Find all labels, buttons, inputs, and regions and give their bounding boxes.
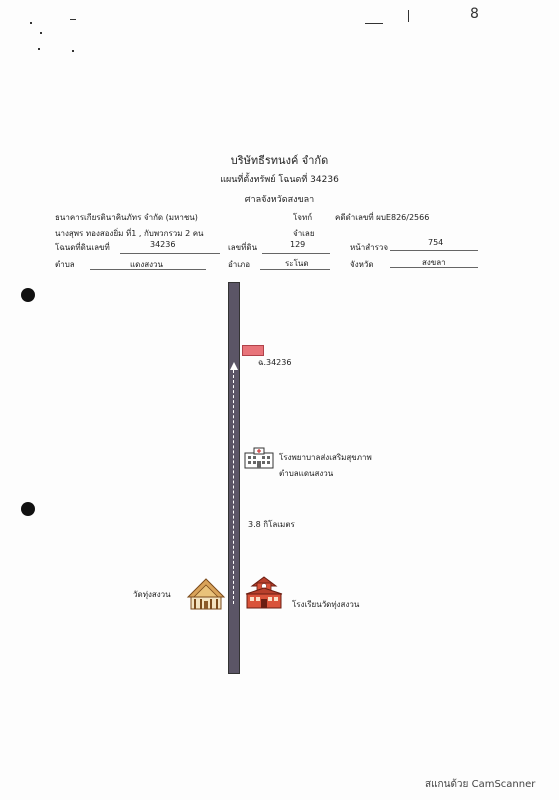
survey-page-underline	[390, 250, 478, 251]
land-parcel-marker	[242, 345, 264, 356]
scan-speck	[72, 50, 74, 52]
plaintiff-name: ธนาคารเกียรตินาคินภัทร จำกัด (มหาชน)	[55, 213, 198, 222]
land-no-label: เลขที่ดิน	[228, 243, 258, 252]
defendant-name: นางสุพร ทองสองยิ่ม ที่1 , กับพวกรวม 2 คน	[55, 229, 204, 238]
punch-hole	[21, 288, 35, 302]
subdistrict-underline	[90, 269, 206, 270]
map-title: แผนที่ตั้งทรัพย์ โฉนดที่ 34236	[220, 175, 339, 185]
route-line	[233, 370, 234, 604]
survey-page-label: หน้าสำรวจ	[350, 243, 389, 252]
scan-speck	[365, 23, 383, 24]
deed-no-value: 34236	[150, 240, 176, 249]
scanner-watermark: สแกนด้วย CamScanner	[425, 779, 536, 790]
hospital-label-line2: ตำบลแดนสงวน	[279, 469, 334, 478]
subdistrict-label: ตำบล	[55, 260, 75, 269]
route-arrow-icon	[230, 362, 238, 370]
survey-page-value: 754	[428, 238, 444, 247]
scan-speck	[408, 10, 409, 22]
page-number-mark: 8	[470, 6, 479, 22]
scan-speck	[30, 22, 32, 24]
province-label: จังหวัด	[350, 260, 374, 269]
school-label: โรงเรียนวัดทุ่งสงวน	[292, 600, 360, 609]
plaintiff-role: โจทก์	[293, 213, 313, 222]
hospital-label-line1: โรงพยาบาลส่งเสริมสุขภาพ	[279, 453, 372, 462]
school-icon	[244, 576, 284, 610]
scan-speck	[38, 48, 40, 50]
deed-no-underline	[120, 253, 220, 254]
parcel-label: ฉ.34236	[258, 358, 292, 367]
company-title: บริษัทธีรทนงค์ จำกัด	[230, 154, 329, 167]
scan-speck	[40, 32, 42, 34]
hospital-icon	[244, 447, 274, 469]
district-value: ระโนด	[285, 259, 309, 268]
province-value: สงขลา	[422, 258, 446, 267]
distance-label: 3.8 กิโลเมตร	[248, 520, 295, 529]
court-name: ศาลจังหวัดสงขลา	[244, 195, 315, 205]
land-no-value: 129	[290, 240, 306, 249]
temple-label: วัดทุ่งสงวน	[133, 590, 171, 599]
land-no-underline	[262, 253, 330, 254]
scan-speck	[70, 19, 76, 20]
defendant-role: จำเลย	[293, 229, 315, 238]
province-underline	[390, 267, 478, 268]
main-road	[228, 282, 240, 674]
deed-no-label: โฉนดที่ดินเลขที่	[55, 243, 110, 252]
temple-icon	[186, 577, 226, 611]
subdistrict-value: แดงสงวน	[130, 260, 164, 269]
case-number: คดีดำเลขที่ ผบE826/2566	[335, 213, 430, 222]
district-underline	[260, 269, 330, 270]
punch-hole	[21, 502, 35, 516]
district-label: อำเภอ	[228, 260, 251, 269]
